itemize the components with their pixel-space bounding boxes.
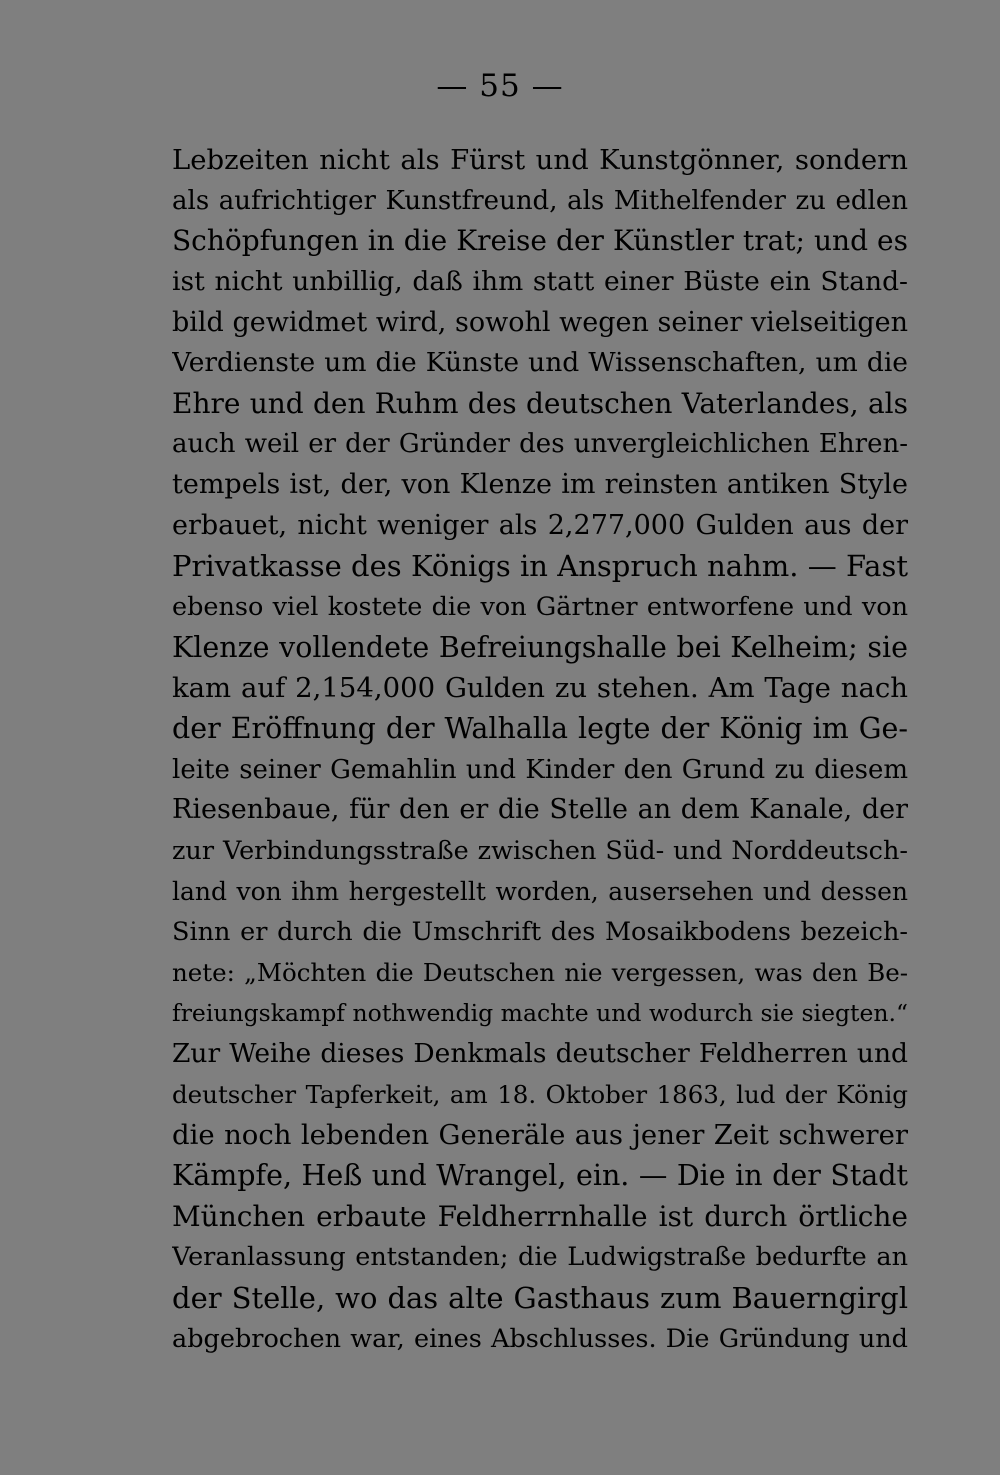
text-line: Sinn er durch die Umschrift des Mosaikbodens bezeich-	[172, 917, 908, 948]
text-line: der Eröffnung der Walhalla legte der König im Ge-	[172, 711, 908, 745]
text-line: auch weil er der Gründer des unvergleichlichen Ehren-	[172, 429, 908, 460]
text-line: land von ihm hergestellt worden, ausersehen und dessen	[172, 876, 908, 906]
text-line: Zur Weihe dieses Denkmals deutscher Feldherren und	[172, 1038, 908, 1070]
text-line: der Stelle, wo das alte Gasthaus zum Bauerngirgl	[172, 1280, 908, 1315]
text-line: Schöpfungen in die Kreise der Künstler trat; und es	[172, 224, 908, 258]
text-line: tempels ist, der, von Klenze im reinsten antiken Style	[172, 469, 908, 501]
text-line: nete: „Möchten die Deutschen nie vergessen, was den Be-	[172, 957, 908, 987]
text-line: erbauet, nicht weniger als 2,277,000 Gulden aus der	[172, 509, 908, 541]
text-line: bild gewidmet wird, sowohl wegen seiner vielseitigen	[172, 306, 908, 338]
text-line: ist nicht unbillig, daß ihm statt einer Büste ein Stand-	[172, 265, 908, 297]
text-line: abgebrochen war, eines Abschlusses. Die Gründung und	[172, 1323, 908, 1354]
page-number: — 55 —	[436, 68, 564, 104]
text-line: Privatkasse des Königs in Anspruch nahm. — Fast	[172, 549, 908, 584]
text-line: Lebzeiten nicht als Fürst und Kunstgönner, sondern	[172, 144, 908, 176]
body-text	[172, 140, 908, 1359]
text-line: deutscher Tapferkeit, am 18. Oktober 1863, lud der König	[172, 1079, 908, 1109]
text-line: Riesenbaue, für den er die Stelle an dem Kanale, der	[172, 794, 908, 826]
text-line: als aufrichtiger Kunstfreund, als Mithelfender zu edlen	[172, 185, 908, 216]
text-line: kam auf 2,154,000 Gulden zu stehen. Am Tage nach	[172, 672, 908, 705]
text-line: ebenso viel kostete die von Gärtner entworfene und von	[172, 592, 908, 623]
text-line: zur Verbindungsstraße zwischen Süd- und Norddeutsch-	[172, 835, 908, 866]
text-line: Kämpfe, Heß und Wrangel, ein. — Die in der Stadt	[172, 1159, 908, 1193]
text-line: Veranlassung entstanden; die Ludwigstraße bedurfte an	[172, 1242, 908, 1273]
text-line: Verdienste um die Künste und Wissenschaften, um die	[172, 347, 908, 379]
text-line: Klenze vollendete Befreiungshalle bei Kelheim; sie	[172, 630, 908, 664]
text-line: leite seiner Gemahlin und Kinder den Grund zu diesem	[172, 754, 908, 785]
text-line: München erbaute Feldherrnhalle ist durch örtliche	[172, 1199, 908, 1233]
text-line: freiungskampf nothwendig machte und wodurch sie siegten.“	[172, 999, 908, 1028]
text-line: Ehre und den Ruhm des deutschen Vaterlandes, als	[172, 386, 908, 420]
text-line: die noch lebenden Generäle aus jener Zeit schwerer	[172, 1119, 908, 1152]
